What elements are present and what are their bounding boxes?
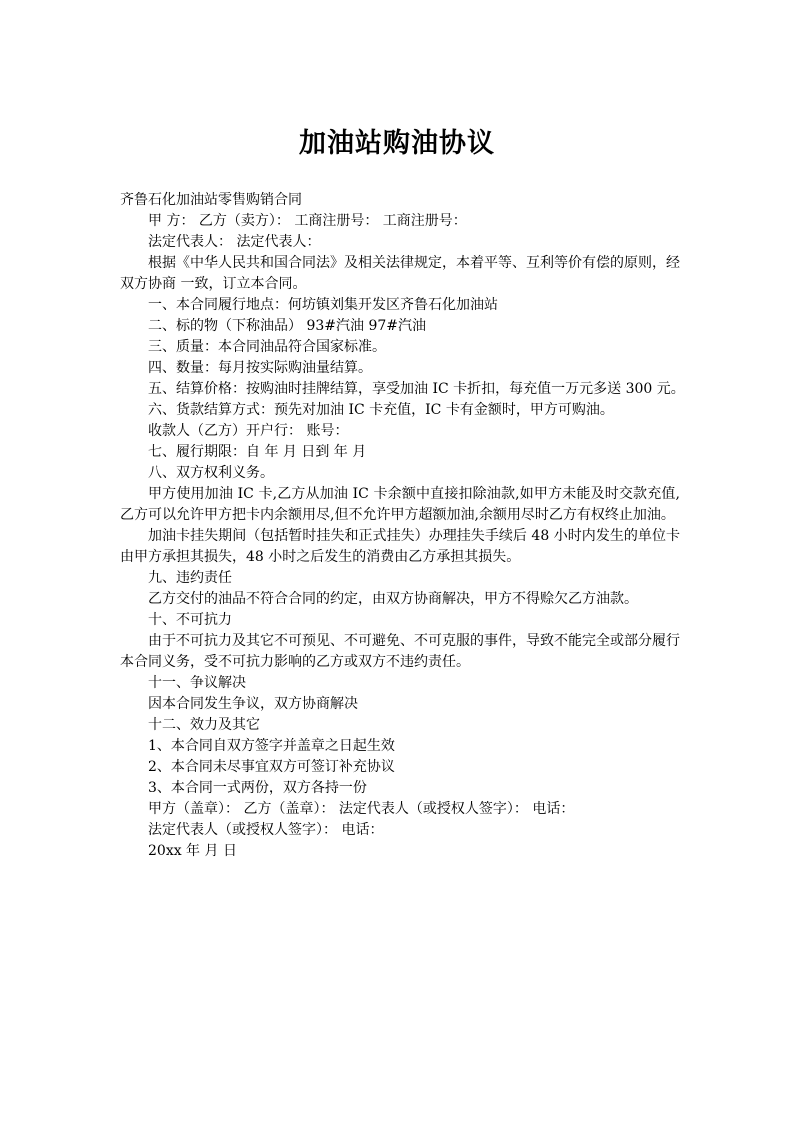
clause-11: 十一、争议解决	[148, 675, 246, 691]
date-line: 20xx 年 月 日	[148, 843, 237, 859]
clause-5: 五、结算价格：按购油时挂牌结算，享受加油 IC 卡折扣，每充值一万元多送 300 元。	[148, 381, 685, 397]
clause-11-paragraph: 因本合同发生争议，双方协商解决	[148, 696, 358, 712]
clause-8-paragraph-2: 加油卡挂失期间（包括暂时挂失和正式挂失）办理挂失手续后 48 小时内发生的单位卡由甲方承担其损失，48 小时之后发生的消费由乙方承担其损失。	[120, 528, 680, 565]
payee-line: 收款人（乙方）开户行： 账号：	[148, 423, 349, 439]
preamble-paragraph: 根据《中华人民共和国合同法》及相关法律规定，本着平等、互利等价有偿的原则，经双方协商 一致，订立本合同。	[120, 255, 680, 292]
clause-2: 二、标的物（下称油品） 93#汽油 97#汽油	[148, 318, 426, 334]
clause-6: 六、货款结算方式：预先对加油 IC 卡充值，IC 卡有金额时，甲方可购油。	[148, 402, 614, 418]
legal-reps-line: 法定代表人： 法定代表人：	[148, 234, 321, 250]
clause-8-paragraph-1: 甲方使用加油 IC 卡,乙方从加油 IC 卡余额中直接扣除油款,如甲方未能及时交款充值,乙方可以允许甲方把卡内余额用尽,但不允许甲方超额加油,余额用尽时乙方有权终止加油。	[120, 486, 680, 523]
clause-12-item-3: 3、本合同一式两份，双方各持一份	[148, 780, 367, 796]
clause-12-item-2: 2、本合同未尽事宜双方可签订补充协议	[148, 759, 395, 775]
subtitle: 齐鲁石化加油站零售购销合同	[120, 192, 302, 208]
clause-9: 九、违约责任	[148, 570, 232, 586]
clause-4: 四、数量：每月按实际购油量结算。	[148, 360, 372, 376]
clause-9-paragraph: 乙方交付的油品不符合合同的约定，由双方协商解决，甲方不得赊欠乙方油款。	[148, 591, 638, 607]
clause-1: 一、本合同履行地点：何坊镇刘集开发区齐鲁石化加油站	[148, 297, 498, 313]
signature-line-1: 甲方（盖章）： 乙方（盖章）： 法定代表人（或授权人签字）： 电话：	[148, 801, 575, 817]
document-body	[120, 190, 685, 862]
clause-8: 八、双方权利义务。	[148, 465, 274, 481]
document-title: 加油站购油协议	[299, 128, 495, 159]
clause-7: 七、履行期限：自 年 月 日到 年 月	[148, 444, 367, 460]
clause-12-item-1: 1、本合同自双方签字并盖章之日起生效	[148, 738, 395, 754]
parties-line: 甲 方： 乙方（卖方）： 工商注册号： 工商注册号：	[148, 213, 467, 229]
clause-12: 十二、效力及其它	[148, 717, 260, 733]
clause-10-paragraph: 由于不可抗力及其它不可预见、不可避免、不可克服的事件，导致不能完全或部分履行本合同义务，受不可抗力影响的乙方或双方不违约责任。	[120, 633, 680, 670]
signature-line-2: 法定代表人（或授权人签字）： 电话：	[148, 822, 384, 838]
clause-3: 三、质量：本合同油品符合国家标准。	[148, 339, 386, 355]
clause-10: 十、不可抗力	[148, 612, 232, 628]
